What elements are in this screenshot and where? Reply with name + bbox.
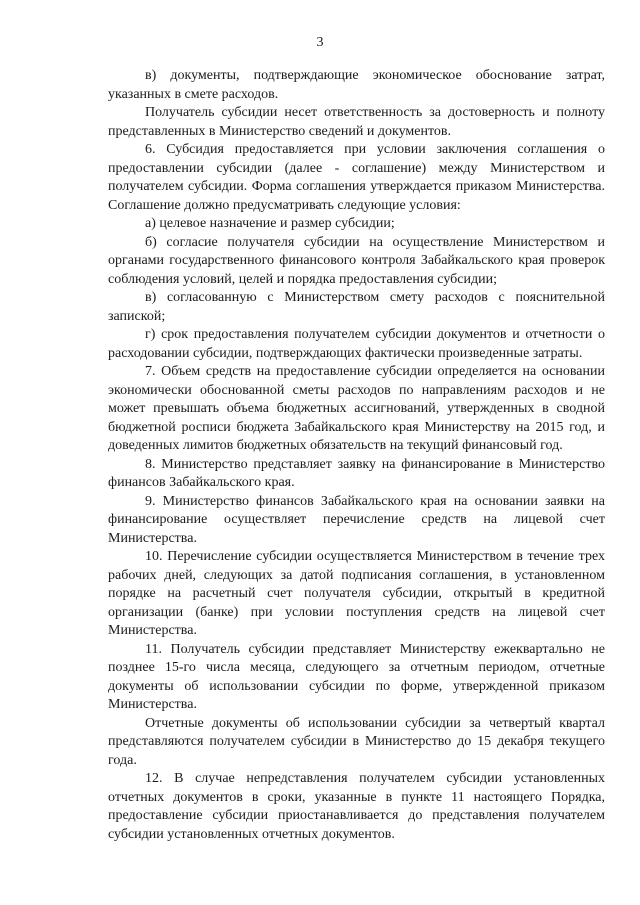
paragraph-item-10: 10. Перечисление субсидии осуществляется Министерством в течение трех рабочих дней, следующих за датой подписания соглашения, в установленном порядке на расчетный счет получателя субсидии, открытый в кредитной организации (банке) при условии поступления средств на лицевой счет Министерства. (108, 549, 605, 638)
page-number: 3 (316, 35, 324, 50)
paragraph-item-12: 12. В случае непредставления получателем субсидии установленных отчетных документов в сроки, указанные в пункте 11 настоящего Порядка, предоставление субсидии приостанавливается до представления получателем субсидии установленных отчетных документов. (108, 771, 605, 842)
paragraph-item-6-a: а) целевое назначение и размер субсидии; (145, 216, 395, 231)
paragraph-item-6-v: в) согласованную с Министерством смету расходов с пояснительной запиской; (108, 290, 605, 324)
paragraph-item-8: 8. Министерство представляет заявку на финансирование в Министерство финансов Забайкальского края. (108, 456, 605, 490)
paragraph-item-6-b: б) согласие получателя субсидии на осуществление Министерством и органами государственного финансового контроля Забайкальского края проверок соблюдения условий, целей и порядка предоставления субсидии; (108, 234, 605, 287)
paragraph-q4-reporting: Отчетные документы об использовании субсидии за четвертый квартал представляются получателем субсидии в Министерство до 15 декабря текущего года. (108, 715, 605, 768)
paragraph-item-6: 6. Субсидия предоставляется при условии заключения соглашения о предоставлении субсидии (далее - соглашение) между Министерством и получателем субсидии. Форма соглашения утверждается приказом Министерства. Соглашение должно предусматривать следующие условия: (108, 142, 605, 213)
paragraph-item-9: 9. Министерство финансов Забайкальского края на основании заявки на финансирование осуществляет перечисление средств на лицевой счет Министерства. (108, 493, 605, 546)
paragraph-item-6-g: г) срок предоставления получателем субсидии документов и отчетности о расходовании субсидии, подтверждающих фактически произведенные затраты. (108, 327, 605, 361)
paragraph-subitem-v-documents: в) документы, подтверждающие экономическое обоснование затрат, указанных в смете расходов. (108, 68, 605, 102)
document-body (108, 67, 605, 844)
paragraph-item-11: 11. Получатель субсидии представляет Министерству ежеквартально не позднее 15-го числа месяца, следующего за отчетным периодом, отчетные документы об использовании субсидии по форме, утвержденной приказом Министерства. (108, 641, 605, 712)
paragraph-item-7: 7. Объем средств на предоставление субсидии определяется на основании экономически обоснованной сметы расходов по направлениям расходов и не может превышать объема бюджетных ассигнований, утвержденных в сводной бюджетной росписи бюджета Забайкальского края Министерству на 2015 год, и доведенных лимитов бюджетных обязательств на текущий финансовый год. (108, 364, 605, 453)
paragraph-recipient-responsibility: Получатель субсидии несет ответственность за достоверность и полноту представленных в Министерство сведений и документов. (108, 105, 605, 139)
